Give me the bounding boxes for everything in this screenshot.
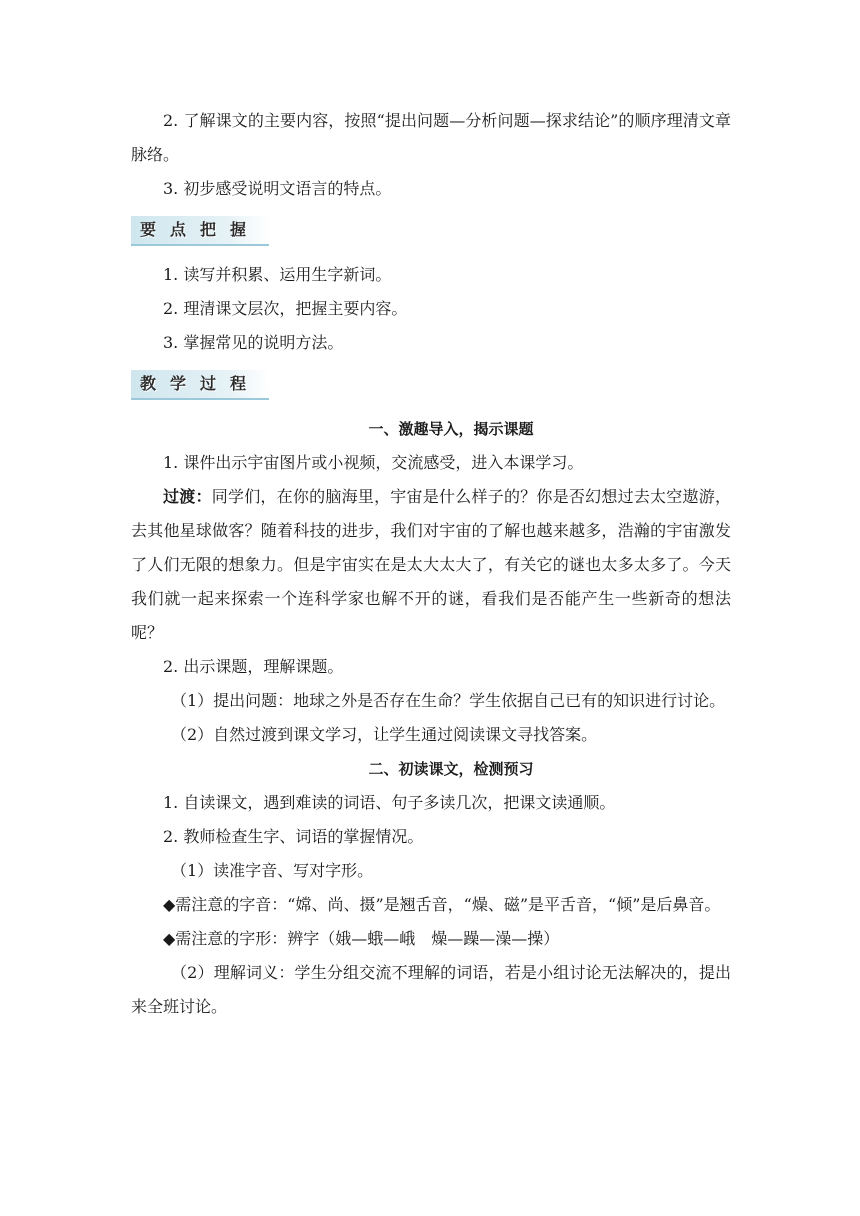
paragraph: 1. 课件出示宇宙图片或小视频，交流感受，进入本课学习。	[163, 453, 584, 472]
paragraph: （1）读准字音、写对字形。	[171, 861, 374, 880]
badge-char: 要	[139, 220, 156, 239]
badge-char: 程	[229, 374, 246, 393]
teaching-process-badge	[131, 370, 269, 400]
paragraph: 2. 出示课题，理解课题。	[163, 657, 344, 676]
badge-char: 握	[229, 220, 246, 239]
badge-char: 把	[199, 220, 216, 239]
section-heading: 一、激趣导入，揭示课题	[368, 420, 534, 438]
paragraph: ◆需注意的字形：辨字（娥—蛾—峨 燥—躁—澡—操）	[163, 929, 560, 948]
key-point-item: 1. 读写并积累、运用生字新词。	[163, 265, 392, 284]
transition-text: 同学们，在你的脑海里，宇宙是什么样子的？你是否幻想过去太空遨游，去其他星球做客？随着科技的进步，我们对宇宙的了解也越来越多，浩瀚的宇宙激发了人们无限的想象力。但是宇宙实在是太大太大了，有关它的谜也太多太多了。今天我们就一起来探索一个连科学家也解不开的谜，看我们是否能产生一些新奇的想法呢？	[131, 487, 731, 642]
paragraph: 2. 教师检查生字、词语的掌握情况。	[163, 827, 424, 846]
badge-char: 学	[169, 374, 186, 393]
document-content	[131, 104, 731, 1024]
key-point-item: 2. 理清课文层次，把握主要内容。	[163, 299, 408, 318]
badge-char: 教	[139, 374, 156, 393]
key-point-item: 3. 掌握常见的说明方法。	[163, 333, 344, 352]
transition-paragraph	[131, 480, 731, 650]
transition-label: 过渡：	[163, 487, 212, 506]
paragraph: （1）提出问题：地球之外是否存在生命？学生依据自己已有的知识进行讨论。	[171, 691, 726, 710]
badge-char: 点	[169, 220, 186, 239]
paragraph: ◆需注意的字音：“嫦、尚、摄”是翘舌音，“燥、磁”是平舌音，“倾”是后鼻音。	[163, 895, 721, 914]
paragraph: （2）理解词义：学生分组交流不理解的词语，若是小组讨论无法解决的，提出来全班讨论。	[131, 963, 731, 1016]
badge-char: 过	[199, 374, 216, 393]
paragraph: （2）自然过渡到课文学习，让学生通过阅读课文寻找答案。	[171, 725, 598, 744]
objective-2: 2. 了解课文的主要内容，按照“提出问题—分析问题—探求结论”的顺序理清文章脉络。	[131, 111, 731, 164]
section-heading: 二、初读课文，检测预习	[368, 760, 534, 778]
paragraph: 1. 自读课文，遇到难读的词语、句子多读几次，把课文读通顺。	[163, 793, 616, 812]
key-points-badge	[131, 216, 269, 246]
objective-3: 3. 初步感受说明文语言的特点。	[163, 179, 392, 198]
